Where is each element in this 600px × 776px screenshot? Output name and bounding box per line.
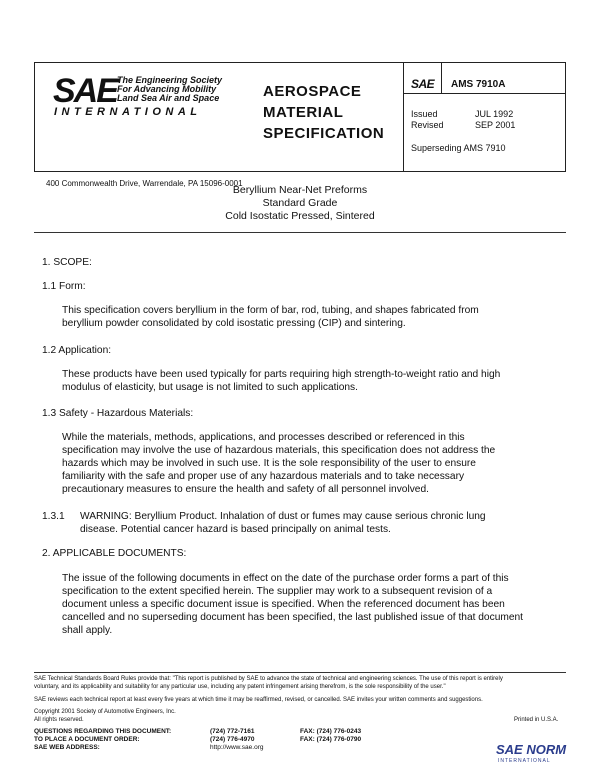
title-line: Cold Isostatic Pressed, Sintered xyxy=(225,210,375,222)
header-divider xyxy=(441,63,442,93)
society-tagline xyxy=(117,76,222,103)
sae-address: 400 Commonwealth Drive, Warrendale, PA 15096-0001 xyxy=(46,179,243,188)
section-heading: 1.2 Application: xyxy=(42,345,112,356)
header-rule xyxy=(403,93,565,94)
paragraph-line: specification to the extent specified herein. The supplier may work to a subsequent revision of a xyxy=(62,586,493,597)
paragraph-line: While the materials, methods, applications, and processes described or referenced in this xyxy=(62,432,465,443)
issued-label: Issued xyxy=(411,109,438,119)
subsection-number: 1.3.1 xyxy=(42,511,65,522)
section-heading: 1.3 Safety - Hazardous Materials: xyxy=(42,408,194,419)
society-line: The Engineering Society xyxy=(117,75,223,85)
footer-notice: SAE reviews each technical report at least every five years at which time it may be reaffirmed, revised, or cancelled. SAE invites your written comments and suggestions. xyxy=(34,697,483,703)
doc-number: AMS 7910A xyxy=(451,79,506,90)
questions-phone: (724) 772-7161 xyxy=(210,728,255,735)
superseding-note: Superseding AMS 7910 xyxy=(411,143,506,153)
order-fax: FAX: (724) 776-0790 xyxy=(300,736,362,743)
sae-logo-text: SAE xyxy=(53,72,117,110)
rights: All rights reserved. xyxy=(34,717,84,723)
doc-type-line: MATERIAL xyxy=(263,104,344,121)
section-heading: 1.1 Form: xyxy=(42,281,86,292)
paragraph-line: modulus of elasticity, but usage is not limited to such applications. xyxy=(62,382,358,393)
sae-small-logo: SAE xyxy=(411,77,435,91)
questions-label: QUESTIONS REGARDING THIS DOCUMENT: xyxy=(34,728,172,735)
paragraph xyxy=(62,431,532,496)
order-label: TO PLACE A DOCUMENT ORDER: xyxy=(34,736,140,743)
revised-date: SEP 2001 xyxy=(475,120,516,130)
printed-in: Printed in U.S.A. xyxy=(514,717,559,723)
title-divider xyxy=(34,232,566,233)
warning-line: WARNING: Beryllium Product. Inhalation of dust or fumes may cause serious chronic lung xyxy=(80,511,486,522)
paragraph-line: The issue of the following documents in effect on the date of the purchase order forms a part of this xyxy=(62,573,509,584)
footer-notice: SAE Technical Standards Board Rules provide that: "This report is published by SAE to advance the state of technical and engineering sciences. The use of this report is entirely xyxy=(34,676,503,682)
section-heading: 2. APPLICABLE DOCUMENTS: xyxy=(42,548,187,559)
international-label: INTERNATIONAL xyxy=(54,106,202,118)
order-phone: (724) 776-4970 xyxy=(210,736,255,743)
paragraph xyxy=(62,572,532,637)
title-line: Standard Grade xyxy=(262,197,338,209)
paragraph-line: shall apply. xyxy=(62,625,113,636)
warning-line: disease. Potential cancer hazard is based principally on animal tests. xyxy=(80,524,391,535)
copyright: Copyright 2001 Society of Automotive Engineers, Inc. xyxy=(34,709,176,715)
sae-norm-watermark: SAE NORM xyxy=(496,742,567,757)
paragraph-line: These products have been used typically for parts requiring high strength-to-weight ratio and high xyxy=(62,369,501,380)
footer-divider xyxy=(34,672,566,673)
paragraph xyxy=(62,304,532,330)
material-title xyxy=(34,184,566,223)
sae-norm-subtitle: INTERNATIONAL xyxy=(498,758,551,764)
paragraph-line: document unless a specific document issue is specified. When the referenced document has been xyxy=(62,599,505,610)
doc-type-line: SPECIFICATION xyxy=(263,125,385,142)
doc-type-line: AEROSPACE xyxy=(263,83,362,100)
footer-notice: voluntary, and its applicability and suitability for any particular use, including any patent infringement arising therefrom, is the sole responsibility of the user." xyxy=(34,684,446,690)
paragraph xyxy=(62,368,532,394)
paragraph-line: familiarity with the safe and proper use of any hazardous materials and to take necessary xyxy=(62,471,465,482)
paragraph-line: specification may involve the use of hazardous materials, this specification does not address the xyxy=(62,445,496,456)
header-box xyxy=(34,62,566,188)
revised-label: Revised xyxy=(411,120,444,130)
web-link[interactable]: http://www.sae.org xyxy=(210,744,264,751)
society-line: Land Sea Air and Space xyxy=(117,93,220,103)
sae-logo xyxy=(53,72,283,135)
questions-fax: FAX: (724) 776-0243 xyxy=(300,728,362,735)
paragraph-line: precautionary measures to ensure the health and safety of all personnel involved. xyxy=(62,484,429,495)
society-line: For Advancing Mobility xyxy=(117,84,217,94)
section-heading: 1. SCOPE: xyxy=(42,257,92,268)
doc-type-title xyxy=(263,81,413,144)
paragraph-line: This specification covers beryllium in the form of bar, rod, tubing, and shapes fabricated from xyxy=(62,305,479,316)
title-line: Beryllium Near-Net Preforms xyxy=(232,184,368,196)
paragraph-line: beryllium powder consolidated by cold isostatic pressing (CIP) and sintering. xyxy=(62,318,406,329)
paragraph-line: hazards which may be involved in such use. It is the sole responsibility of the user to ensure xyxy=(62,458,476,469)
issued-date: JUL 1992 xyxy=(475,109,514,119)
web-label: SAE WEB ADDRESS: xyxy=(34,744,100,751)
paragraph-line: cancelled and no superseding document has been specified, the last published issue of that document xyxy=(62,612,524,623)
